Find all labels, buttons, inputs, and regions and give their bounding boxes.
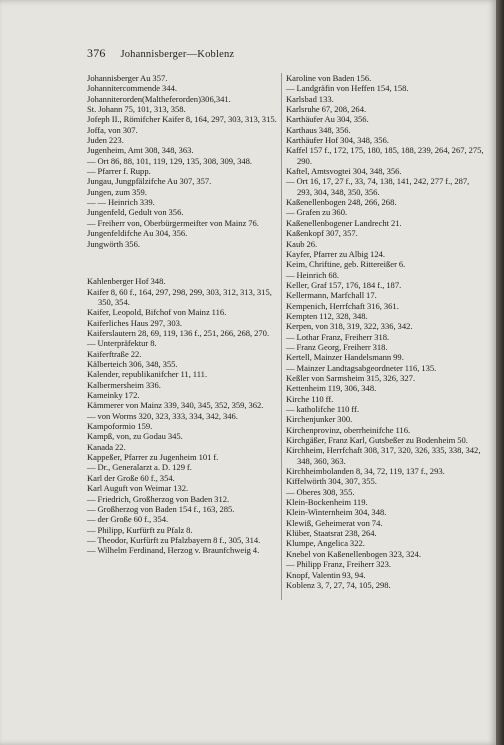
column-divider [281,73,282,600]
index-entry: Knebel von Kaßenellenbogen 323, 324. [286,548,421,559]
index-column-left [87,73,285,556]
index-entry: Jungen, zum 359. [87,186,147,197]
index-entry: — Theodor, Kurfürft zu Pfalzbayern 8 f., 305, 314. [87,534,261,545]
index-entry: — Franz Georg, Freiherr 318. [286,341,388,352]
index-entry: Keim, Chriftine, geb. Rittereißer 6. [286,259,406,270]
index-entry: Klein-Winternheim 304, 348. [286,507,387,518]
index-entry: — Oberes 308, 355. [286,486,355,497]
index-entry: Kirchheimbolanden 8, 34, 72, 119, 137 f., 293. [286,466,445,477]
index-entry: Kameinky 172. [87,390,140,401]
index-entry: Jungenfeld, Gedult von 356. [87,207,184,218]
index-entry: — Pfarrer f. Rupp. [87,166,151,177]
index-column-right [286,73,486,590]
index-entry: — Friedrich, Großherzog von Baden 312. [87,493,230,504]
index-entry: Kayfer, Pfarrer zu Albig 124. [286,248,386,259]
index-entry: — Mainzer Landtagsabgeordneter 116, 135. [286,362,437,373]
index-entry: Kertell, Mainzer Handelsmann 99. [286,352,404,363]
index-entry: St. Johann 75, 101, 313, 358. [87,104,186,115]
page-edge-shadow [496,0,504,745]
index-entry: — Grafen zu 360. [286,207,348,218]
index-entry: Kalbermersheim 336. [87,379,161,390]
index-entry: — Dr., Generalarzt a. D. 129 f. [87,462,192,473]
index-entry: Jugenheim, Amt 308, 348, 363. [87,145,194,156]
index-entry: Kämmerer von Mainz 339, 340, 345, 352, 359, 362. [87,400,264,411]
index-entry: Kempenich, Herrfchaft 316, 361. [286,300,399,311]
index-entry: Karl der Große 60 f., 354. [87,472,175,483]
index-entry: — Lothar Franz, Freiherr 318. [286,331,390,342]
index-entry: Kälberteich 306, 348, 355. [87,359,178,370]
index-entry: Jungenfeldifche Au 304, 356. [87,228,188,239]
index-entry: Johanniterorden(Maltheferorden)306,341. [87,93,231,104]
index-entry: Kirchheim, Herrfchaft 308, 317, 320, 326, 335, 338, 342, 348, 360, 363. [286,445,481,466]
index-entry: Kampoformio 159. [87,421,153,432]
index-entry: Karthaus 348, 356. [286,124,351,135]
index-entry: — Philipp Franz, Freiherr 323. [286,559,392,570]
index-entry: — Freiherr von, Oberbürgermeifter von Mainz 76. [87,217,259,228]
index-entry: Johannisberger Au 357. [87,73,168,83]
index-entry: Klumpe, Angelica 322. [286,538,365,549]
index-entry: Kaiferliches Haus 297, 303. [87,317,183,328]
index-entry: Kerpen, von 318, 319, 322, 336, 342. [286,321,413,332]
index-entry: Kalender, republikanifcher 11, 111. [87,369,208,380]
index-entry: Kahlenberger Hof 348. [87,276,166,287]
section-gap [87,257,285,267]
index-entry: Kaftel, Amtsvogtei 304, 348, 356. [286,166,402,177]
index-entry: — Philipp, Kurfürft zu Pfalz 8. [87,524,193,535]
index-entry: Karthäufer Hof 304, 348, 356. [286,135,389,146]
index-entry: — Heinrich 68. [286,269,340,280]
page-header [87,46,234,61]
index-entry: Kaiferslautern 28, 69, 119, 136 f., 251, 266, 268, 270. [87,328,270,338]
index-entry: Joffa, von 307. [87,124,138,135]
index-entry: — Ort 16, 17, 27 f., 33, 74, 138, 141, 242, 277 f., 287, 293, 304, 348, 350, 356. [286,176,470,197]
index-entry: Kaifer 8, 60 f., 164, 297, 298, 299, 303, 312, 313, 315, 350, 354. [87,286,272,307]
index-entry: Klewiß, Geheimerat von 74. [286,517,383,528]
index-entry: Jungwörth 356. [87,238,140,249]
index-entry: Koblenz 3, 7, 27, 74, 105, 298. [286,579,391,590]
index-entry: Kaßenellenbogener Landrecht 21. [286,217,402,228]
index-entry: Karlsbad 133. [286,93,334,104]
index-entry: — Landgräfin von Heffen 154, 158. [286,83,409,94]
index-entry: — — Heinrich 339. [87,197,155,208]
index-entry: Kiffelwörth 304, 307, 355. [286,476,377,487]
index-entry: Klein-Bockenheim 119. [286,497,368,508]
index-entry: Johannitercommende 344. [87,83,177,94]
index-entry: Kaffel 157 f., 172, 175, 180, 185, 188, 239, 264, 267, 275, 290. [286,145,484,166]
page-number: 376 [87,46,106,60]
index-entry: Kampß, von, zu Godau 345. [87,431,183,442]
index-entry: Kappeßer, Pfarrer zu Jugenheim 101 f. [87,452,219,463]
index-entry: Karoline von Baden 156. [286,73,372,83]
index-entry: Kirchenprovinz, oberrheinifche 116. [286,424,411,435]
index-entry: Kaifer, Leopold, Bifchof von Mainz 116. [87,307,227,318]
index-entry: Jofeph II., Römifcher Kaifer 8, 164, 297, 303, 313, 315. [87,114,277,125]
index-entry: Kaßenellenbogen 248, 266, 268. [286,197,397,208]
index-entry: Karl Auguft von Weimar 132. [87,483,189,494]
index-entry: Kanada 22. [87,441,126,452]
index-entry: — katholifche 110 ff. [286,404,359,414]
index-entry: Karlsruhe 67, 208, 264. [286,104,367,115]
index-entry: Karthäufer Au 304, 356. [286,114,369,125]
index-entry: Juden 223. [87,135,124,146]
index-entry: Kaßenkopf 307, 357. [286,228,358,239]
index-entry: Kirchenjunker 300. [286,414,353,425]
index-entry: Kirchgäßer, Franz Karl, Gutsbeßer zu Bodenheim 50. [286,435,468,446]
index-entry: Knopf, Valentin 93, 94. [286,569,366,580]
running-title: Johannisberger—Koblenz [120,49,235,60]
index-entry: — der Große 60 f., 354. [87,514,169,525]
index-entry: — Ort 86, 88, 101, 119, 129, 135, 308, 309, 348. [87,155,253,166]
index-entry: — Großherzog von Baden 154 f., 163, 285. [87,503,235,514]
index-entry: Kaiferftraße 22. [87,348,142,359]
index-entry: Keller, Graf 157, 176, 184 f., 187. [286,279,402,290]
index-entry: Keßler von Sarmsheim 315, 326, 327. [286,372,416,383]
index-entry: Kettenheim 119, 306, 348. [286,383,377,394]
index-entry: Kaub 26. [286,238,318,249]
index-entry: Kirche 110 ff. [286,393,334,404]
index-entry: — Unterpräfektur 8. [87,338,157,349]
index-entry: Kellermann, Marfchall 17. [286,290,377,301]
index-entry: — Wilhelm Ferdinand, Herzog v. Braunfchweig 4. [87,545,260,556]
index-entry: Jungau, Jungpfälzifche Au 307, 357. [87,176,212,187]
index-entry: — von Worms 320, 323, 333, 334, 342, 346. [87,410,238,421]
index-entry: Kempten 112, 328, 348. [286,310,368,321]
index-entry: Klüber, Staatsrat 238, 264. [286,528,377,539]
